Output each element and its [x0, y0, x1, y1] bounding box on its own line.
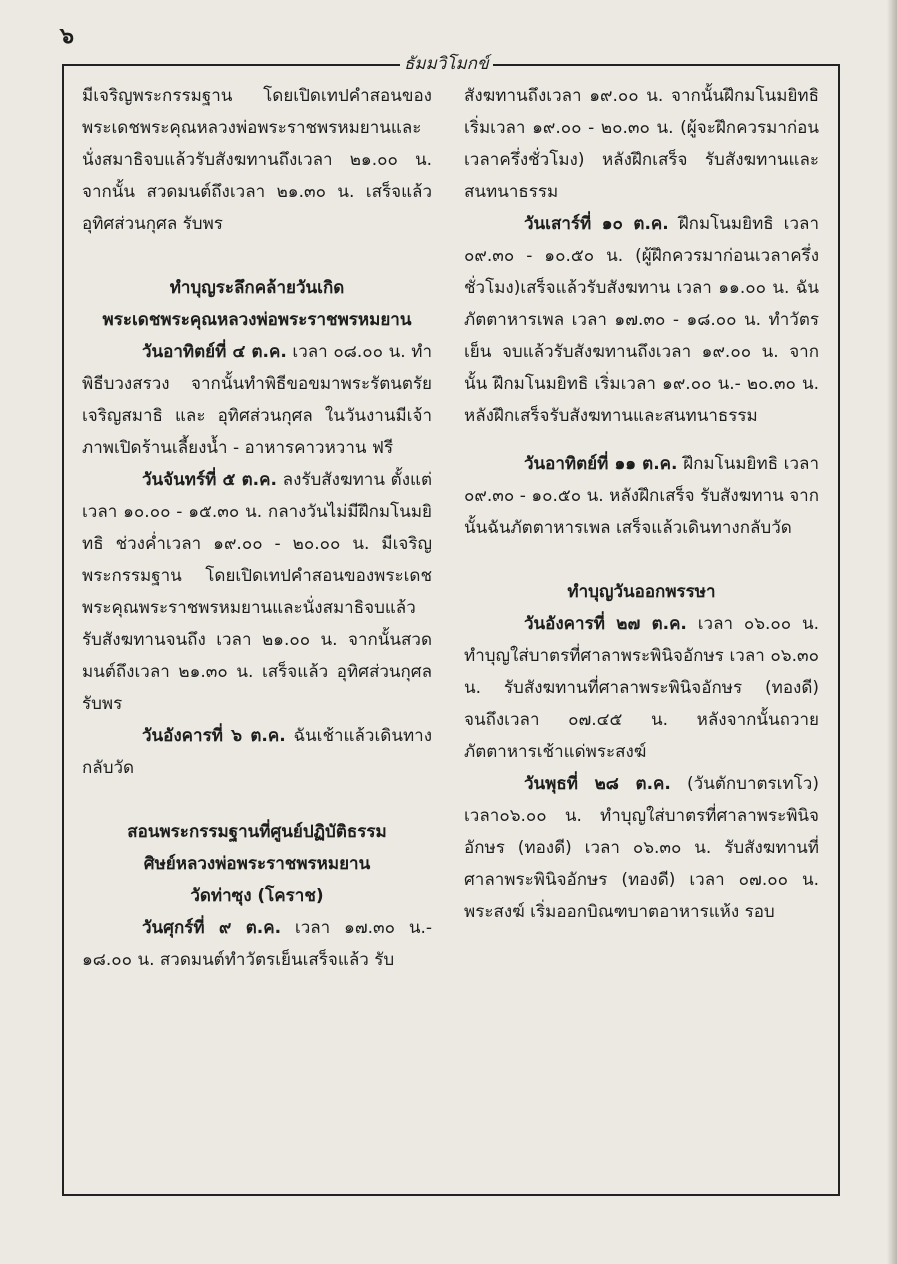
entry-date: วันพุธที่ ๒๘ ต.ค.: [524, 774, 671, 794]
paragraph: มีเจริญพระกรรมฐาน โดยเปิดเทปคำสอนของพระเดชพระคุณหลวงพ่อพระราชพรหมยานและนั่งสมาธิจบแล้วรับสังฆทานถึงเวลา ๒๑.๐๐ น. จากนั้น สวดมนต์ถึงเวลา ๒๑.๓๐ น. เสร็จแล้วอุทิศส่วนกุศล รับพร: [82, 86, 432, 234]
right-column: [464, 80, 819, 928]
section-heading: ทำบุญระลึกคล้ายวันเกิด: [169, 278, 345, 298]
page-number: ๖: [60, 24, 74, 49]
schedule-entry: [464, 208, 819, 432]
entry-date: วันเสาร์ที่ ๑๐ ต.ค.: [524, 214, 669, 234]
schedule-entry: [82, 336, 432, 464]
entry-date: วันอาทิตย์ที่ ๑๑ ต.ค.: [524, 454, 678, 474]
entry-text: ฝึกมโนมยิทธิ เวลา ๐๙.๓๐ - ๑๐.๕๐ น. (ผู้ฝึกควรมาก่อนเวลาครึ่งชั่วโมง)เสร็จแล้วรับสังฆทาน เวลา ๑๑.๐๐ น. ฉันภัตตาหารเพล เวลา ๑๗.๓๐ - ๑๘.๐๐ น. ทำวัตรเย็น จบแล้วรับสังฆทานถึงเวลา ๑๙.๐๐ น. จากนั้น ฝึกมโนมยิทธิ เริ่มเวลา ๑๙.๐๐ น.- ๒๐.๓๐ น. หลังฝึกเสร็จรับสังฆทานและสนทนาธรรม: [464, 214, 819, 426]
entry-date: วันจันทร์ที่ ๕ ต.ค.: [142, 470, 277, 490]
entry-date: วันอังคารที่ ๖ ต.ค.: [142, 726, 286, 746]
section-heading: พระเดชพระคุณหลวงพ่อพระราชพรหมยาน: [102, 310, 412, 330]
page-edge-shadow: [887, 0, 897, 1264]
schedule-entry: [82, 912, 432, 976]
entry-text: ลงรับสังฆทาน ตั้งแต่เวลา ๑๐.๐๐ - ๑๕.๓๐ น. กลางวันไม่มีฝึกมโนมยิทธิ ช่วงค่ำเวลา ๑๙.๐๐ - ๒๐.๐๐ น. มีเจริญพระกรรมฐาน โดยเปิดเทปคำสอนของพระเดชพระคุณพระราชพรหมยานและนั่งสมาธิจบแล้วรับสังฆทานจนถึง เวลา ๒๑.๐๐ น. จากนั้นสวดมนต์ถึงเวลา ๒๑.๓๐ น. เสร็จแล้ว อุทิศส่วนกุศล รับพร: [82, 470, 432, 714]
left-column: [82, 80, 432, 976]
entry-text: ฉันเช้าแล้วเดินทางกลับวัด: [82, 726, 433, 778]
entry-date: วันศุกร์ที่ ๙ ต.ค.: [142, 918, 282, 938]
entry-text: (วันตักบาตรเทโว) เวลา๐๖.๐๐ น. ทำบุญใส่บาตรที่ศาลาพระพินิจอักษร (ทองดี) เวลา ๐๖.๓๐ น. รับสังฆทานที่ศาลาพระพินิจอักษร (ทองดี) เวลา ๐๗.๐๐ น. พระสงฆ์ เริ่มออกบิณฑบาตอาหารแห้ง รอบ: [464, 774, 819, 922]
schedule-entry: [82, 464, 432, 720]
schedule-entry: [464, 608, 819, 768]
entry-text: ฝึกมโนมยิทธิ เวลา ๐๙.๓๐ - ๑๐.๕๐ น. หลังฝึกเสร็จ รับสังฆทาน จากนั้นฉันภัตตาหารเพล เสร็จแล้วเดินทางกลับวัด: [464, 454, 819, 538]
section-heading: ทำบุญวันออกพรรษา: [567, 582, 716, 602]
entry-text: เวลา ๑๗.๓๐ น.- ๑๘.๐๐ น. สวดมนต์ทำวัตรเย็นเสร็จแล้ว รับ: [82, 918, 432, 970]
section-heading: วัดท่าซุง (โคราช): [190, 886, 324, 906]
section-heading: ศิษย์หลวงพ่อพระราชพรหมยาน: [143, 854, 371, 874]
entry-text: เวลา ๐๘.๐๐ น. ทำพิธีบวงสรวง จากนั้นทำพิธีขอขมาพระรัตนตรัย เจริญสมาธิ และ อุทิศส่วนกุศล ในวันงานมีเจ้าภาพเปิดร้านเลี้ยงน้ำ - อาหารคาวหวาน ฟรี: [82, 342, 432, 458]
entry-text: เวลา ๐๖.๐๐ น. ทำบุญใส่บาตรที่ศาลาพระพินิจอักษร เวลา ๐๖.๓๐ น. รับสังฆทานที่ศาลาพระพินิจอักษร (ทองดี) จนถึงเวลา ๐๗.๔๕ น. หลังจากนั้นถวายภัตตาหารเช้าแด่พระสงฆ์: [464, 614, 819, 762]
entry-date: วันอาทิตย์ที่ ๔ ต.ค.: [142, 342, 287, 362]
paragraph: สังฆทานถึงเวลา ๑๙.๐๐ น. จากนั้นฝึกมโนมยิทธิ เริ่มเวลา ๑๙.๐๐ - ๒๐.๓๐ น. (ผู้จะฝึกควรมาก่อนเวลาครึ่งชั่วโมง) หลังฝึกเสร็จ รับสังฆทานและสนทนาธรรม: [464, 86, 819, 202]
entry-date: วันอังคารที่ ๒๗ ต.ค.: [524, 614, 687, 634]
schedule-entry: [464, 448, 819, 544]
running-header: ธัมมวิโมกข์: [400, 50, 493, 77]
schedule-entry: [464, 768, 819, 928]
schedule-entry: [82, 720, 432, 784]
section-heading: สอนพระกรรมฐานที่ศูนย์ปฏิบัติธรรม: [127, 822, 387, 842]
